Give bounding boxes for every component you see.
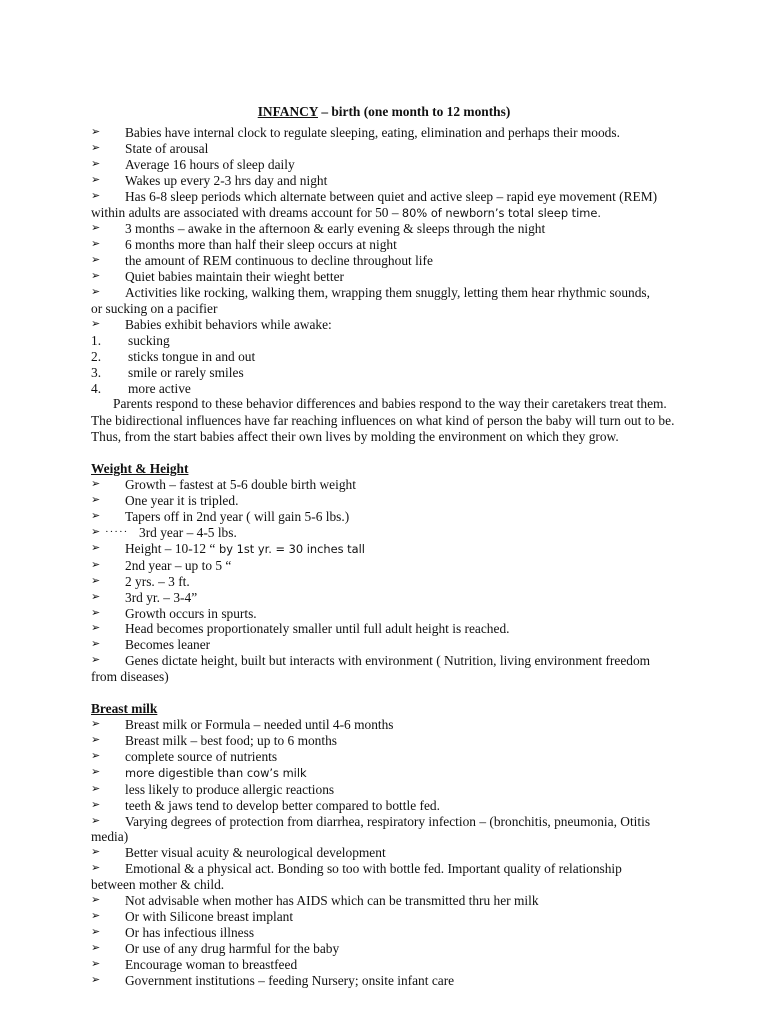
bullet-item [91, 621, 677, 637]
bullet-arrow-icon: ➢ [91, 558, 101, 571]
bullet-arrow-icon: ➢ [91, 846, 101, 859]
numbered-item [91, 349, 677, 365]
numbered-item [91, 381, 677, 397]
bullet-item [91, 525, 677, 541]
bullet-text: Or has infectious illness [125, 924, 255, 940]
title-prefix: INFANCY [257, 104, 318, 119]
bullet-item [91, 237, 677, 253]
bullet-arrow-icon: ➢ [91, 541, 101, 554]
bullet-text: the amount of REM continuous to decline throughout life [125, 253, 433, 269]
bullet-item [91, 653, 677, 669]
bullet-item [91, 558, 677, 574]
bullet-arrow-icon: ➢ [91, 222, 101, 235]
bullet-item [91, 717, 677, 733]
bullet-text: Emotional & a physical act. Bonding so too with bottle fed. Important quality of relationship [125, 861, 622, 877]
page-title [91, 104, 677, 120]
bullet-arrow-icon: ➢ [91, 957, 101, 970]
bullet-item [91, 157, 677, 173]
bullet-text: State of arousal [125, 140, 209, 156]
bullet-arrow-icon: ➢ [91, 973, 101, 986]
bullet-item [91, 782, 677, 798]
bullet-text: Genes dictate height, built but interacts with environment ( Nutrition, living environment freedom [125, 653, 651, 669]
spacer [91, 685, 677, 701]
document-page [91, 104, 677, 988]
bullet-arrow-icon: ➢ [91, 157, 101, 170]
bullet-text: Encourage woman to breastfeed [125, 956, 298, 972]
bullet-text: Better visual acuity & neurological development [125, 845, 386, 861]
bullet-text: 2 yrs. – 3 ft. [125, 573, 190, 589]
item-text: sticks tongue in and out [128, 348, 256, 364]
bullet-item [91, 285, 677, 301]
bullet-continuation [91, 205, 677, 222]
numbered-item [91, 333, 677, 349]
bullet-arrow-icon: ➢ [91, 925, 101, 938]
bullet-text: Growth occurs in spurts. [125, 605, 257, 621]
bullet-text: Or use of any drug harmful for the baby [125, 940, 340, 956]
bullet-arrow-icon: ➢ [91, 590, 101, 603]
continuation-text: within adults are associated with dreams account for 50 – [91, 204, 402, 220]
bullet-arrow-icon: ➢ [91, 814, 101, 827]
spacer [91, 445, 677, 461]
bullet-arrow-icon: ➢ [91, 941, 101, 954]
body-paragraph: Parents respond to these behavior differences and babies respond to the way their caretakers treat them. The bidirectional influences have far reaching influences on what kind of person the baby will turn out to be. Thus, from the start babies affect their own lives by molding the environment on which they grow. [91, 396, 675, 444]
bullet-item [91, 477, 677, 493]
bullet-text: Babies exhibit behaviors while awake: [125, 316, 332, 332]
bullet-item [91, 941, 677, 957]
bullet-arrow-icon: ➢ [91, 173, 101, 186]
bullet-arrow-icon: ➢ [91, 718, 101, 731]
bullet-text: 3 months – awake in the afternoon & early evening & sleeps through the night [125, 221, 546, 237]
bullet-arrow-icon: ➢ [91, 606, 101, 619]
bullet-item [91, 798, 677, 814]
bullet-continuation: or sucking on a pacifier [91, 300, 218, 316]
bullet-arrow-icon: ➢ [91, 782, 101, 795]
bullet-arrow-icon: ➢ [91, 494, 101, 507]
bullet-continuation: from diseases) [91, 669, 169, 685]
bullet-arrow-icon: ➢ [91, 254, 101, 267]
item-text: sucking [128, 332, 170, 348]
bullet-text: Breast milk – best food; up to 6 months [125, 732, 338, 748]
bullet-arrow-icon: ➢ [91, 238, 101, 251]
bullet-item [91, 590, 677, 606]
continuation-text-sans: 80% of newborn’s total sleep time. [401, 205, 602, 220]
bullet-continuation: between mother & child. [91, 877, 225, 893]
bullet-arrow-icon: ➢ [91, 894, 101, 907]
bullet-text: complete source of nutrients [125, 748, 278, 764]
bullet-item [91, 765, 677, 782]
bullet-arrow-icon: ➢ [91, 749, 101, 762]
bullet-item [91, 749, 677, 765]
bullet-item [91, 574, 677, 590]
bullet-item [91, 317, 677, 333]
bullet-text: Becomes leaner [125, 637, 211, 653]
bullet-text: Varying degrees of protection from diarrhea, respiratory infection – (bronchitis, pneumonia, Otitis [125, 813, 651, 829]
bullet-item [91, 893, 677, 909]
bullet-text: less likely to produce allergic reactions [125, 781, 335, 797]
bullet-arrow-icon: ➢ [91, 189, 101, 202]
bullet-arrow-icon: ➢ [91, 286, 101, 299]
bullet-item [91, 957, 677, 973]
bullet-arrow-icon: ➢ [91, 478, 101, 491]
bullet-arrow-icon: ➢ [91, 862, 101, 875]
bullet-arrow-icon: ➢ [91, 638, 101, 651]
bullet-text: Not advisable when mother has AIDS which can be transmitted thru her milk [125, 893, 539, 909]
bullet-text: Growth – fastest at 5-6 double birth weight [125, 477, 356, 493]
bullet-item [91, 125, 677, 141]
bullet-arrow-icon: ➢ [91, 317, 101, 330]
section-heading-breast-milk: Breast milk [91, 701, 158, 717]
bullet-text: Activities like rocking, walking them, wrapping them snuggly, letting them hear rhythmic sounds, [125, 285, 650, 301]
bullet-text: Wakes up every 2-3 hrs day and night [125, 172, 328, 188]
bullet-item [91, 909, 677, 925]
bullet-text: Average 16 hours of sleep daily [125, 156, 295, 172]
bullet-item [91, 493, 677, 509]
bullet-text: One year it is tripled. [125, 493, 239, 509]
bullet-text: 2nd year – up to 5 “ [125, 557, 232, 573]
bullet-item [91, 845, 677, 861]
bullet-text: Government institutions – feeding Nursery; onsite infant care [125, 972, 455, 988]
bullet-continuation: media) [91, 829, 129, 845]
bullet-text: Babies have internal clock to regulate sleeping, eating, elimination and perhaps their moods. [125, 125, 620, 140]
bullet-item [91, 253, 677, 269]
bullet-arrow-icon: ➢ [91, 654, 101, 667]
bullet-text: Breast milk or Formula – needed until 4-6 months [125, 717, 394, 733]
bullet-item [91, 189, 677, 205]
bullet-arrow-icon: ➢ [91, 733, 101, 746]
bullet-arrow-icon: ➢ [91, 141, 101, 154]
bullet-text: Tapers off in 2nd year ( will gain 5-6 lbs.) [125, 509, 350, 525]
item-number: 1. [91, 332, 102, 348]
bullet-arrow-icon: ➢ [91, 510, 101, 523]
bullet-arrow-icon: ➢ [91, 765, 101, 778]
bullet-item [91, 541, 677, 558]
bullet-text: teeth & jaws tend to develop better compared to bottle fed. [125, 797, 440, 813]
item-number: 4. [91, 380, 102, 396]
bullet-text: 3rd yr. – 3-4” [125, 589, 198, 605]
bullet-item [91, 173, 677, 189]
item-text: smile or rarely smiles [128, 364, 244, 380]
bullet-item [91, 269, 677, 285]
bullet-arrow-icon: ➢ [91, 126, 101, 138]
bullet-text-sans: more digestible than cow’s milk [125, 765, 307, 780]
item-number: 3. [91, 364, 102, 380]
bullet-text: 3rd year – 4-5 lbs. [139, 525, 237, 541]
bullet-text: Has 6-8 sleep periods which alternate between quiet and active sleep – rapid eye movement (REM) [125, 188, 658, 204]
bullet-item [91, 606, 677, 622]
bullet-arrow-icon: ➢ [91, 574, 101, 587]
bullet-text: Head becomes proportionately smaller until full adult height is reached. [125, 621, 510, 637]
bullet-item [91, 221, 677, 237]
numbered-item [91, 365, 677, 381]
bullet-item [91, 509, 677, 525]
title-rest: – birth (one month to 12 months) [317, 104, 511, 119]
bullet-arrow-icon: ➢ [91, 909, 101, 922]
bullet-text-sans: by 1st yr. = 30 inches tall [215, 541, 365, 556]
bullet-arrow-icon: ➢ [91, 270, 101, 283]
bullet-item [91, 733, 677, 749]
bullet-arrow-icon: ➢ [91, 798, 101, 811]
bullet-text: Height – 10-12 “ [125, 540, 216, 556]
bullet-text: Quiet babies maintain their wieght better [125, 269, 345, 285]
bullet-item [91, 861, 677, 877]
bullet-item [91, 637, 677, 653]
section-heading-weight-height: Weight & Height [91, 461, 189, 477]
bullet-item [91, 925, 677, 941]
bullet-text: Or with Silicone breast implant [125, 908, 294, 924]
item-number: 2. [91, 348, 102, 364]
bullet-item [91, 141, 677, 157]
item-text: more active [128, 380, 191, 396]
bullet-item [91, 814, 677, 830]
bullet-arrow-icon: ➢ [91, 622, 101, 635]
bullet-arrow-dotted-icon: ➢ ····· [91, 526, 129, 539]
bullet-item [91, 973, 677, 989]
bullet-text: 6 months more than half their sleep occurs at night [125, 237, 397, 253]
